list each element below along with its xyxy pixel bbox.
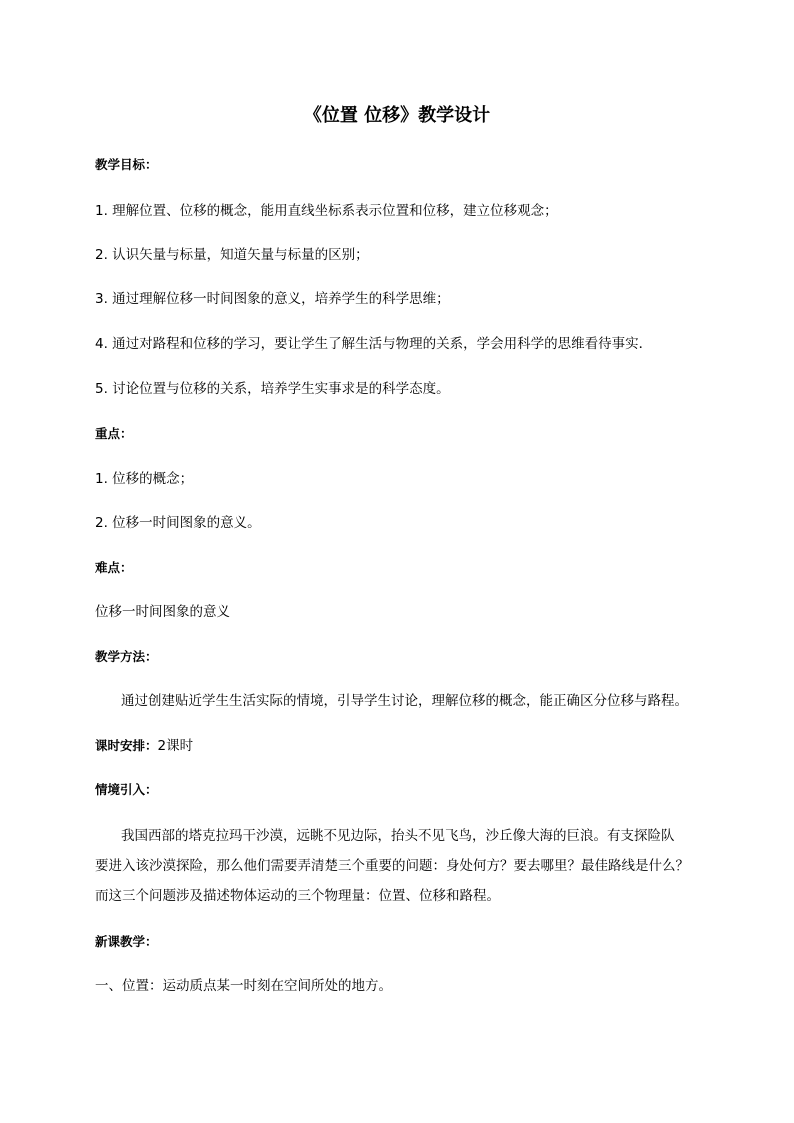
schedule-line: [95, 737, 193, 755]
key-points-heading: 重点：: [95, 426, 133, 441]
method-heading: 教学方法：: [95, 649, 158, 664]
intro-line-2: 要进入该沙漠探险，那么他们需要弄清楚三个重要的问题：身处何方？要去哪里？最佳路线是什么？: [95, 858, 689, 874]
intro-heading: 情境引入：: [95, 782, 158, 797]
objective-item-3: 3. 通过理解位移一时间图象的意义，培养学生的科学思维；: [95, 291, 450, 307]
difficulties-text: 位移一时间图象的意义: [95, 604, 230, 620]
difficulties-heading: 难点：: [95, 560, 133, 575]
objective-item-5: 5. 讨论位置与位移的关系，培养学生实事求是的科学态度。: [95, 381, 450, 397]
method-text: 通过创建贴近学生生活实际的情境，引导学生讨论，理解位移的概念，能正确区分位移与路程。: [121, 693, 688, 709]
new-lesson-first-point: 一、位置：运动质点某一时刻在空间所处的地方。: [95, 978, 392, 994]
intro-line-1: 我国西部的塔克拉玛干沙漠，远眺不见边际，抬头不见飞鸟，沙丘像大海的巨浪。有支探险队: [121, 828, 675, 844]
objective-item-1: 1. 理解位置、位移的概念，能用直线坐标系表示位置和位移，建立位移观念；: [95, 203, 558, 219]
key-point-item-2: 2. 位移一时间图象的意义。: [95, 515, 261, 531]
document-title: 《位置 位移》教学设计: [303, 105, 491, 126]
schedule-value: 2课时: [157, 738, 194, 754]
objective-item-4: 4. 通过对路程和位移的学习，要让学生了解生活与物理的关系，学会用科学的思维看待事实．: [95, 336, 653, 352]
schedule-heading: 课时安排：: [95, 738, 158, 753]
new-lesson-heading: 新课教学：: [95, 934, 158, 949]
objective-item-2: 2. 认识矢量与标量，知道矢量与标量的区别；: [95, 247, 369, 263]
key-point-item-1: 1. 位移的概念；: [95, 471, 194, 487]
intro-line-3: 而这三个问题涉及描述物体运动的三个物理量：位置、位移和路程。: [95, 888, 500, 904]
objectives-heading: 教学目标：: [95, 157, 158, 172]
